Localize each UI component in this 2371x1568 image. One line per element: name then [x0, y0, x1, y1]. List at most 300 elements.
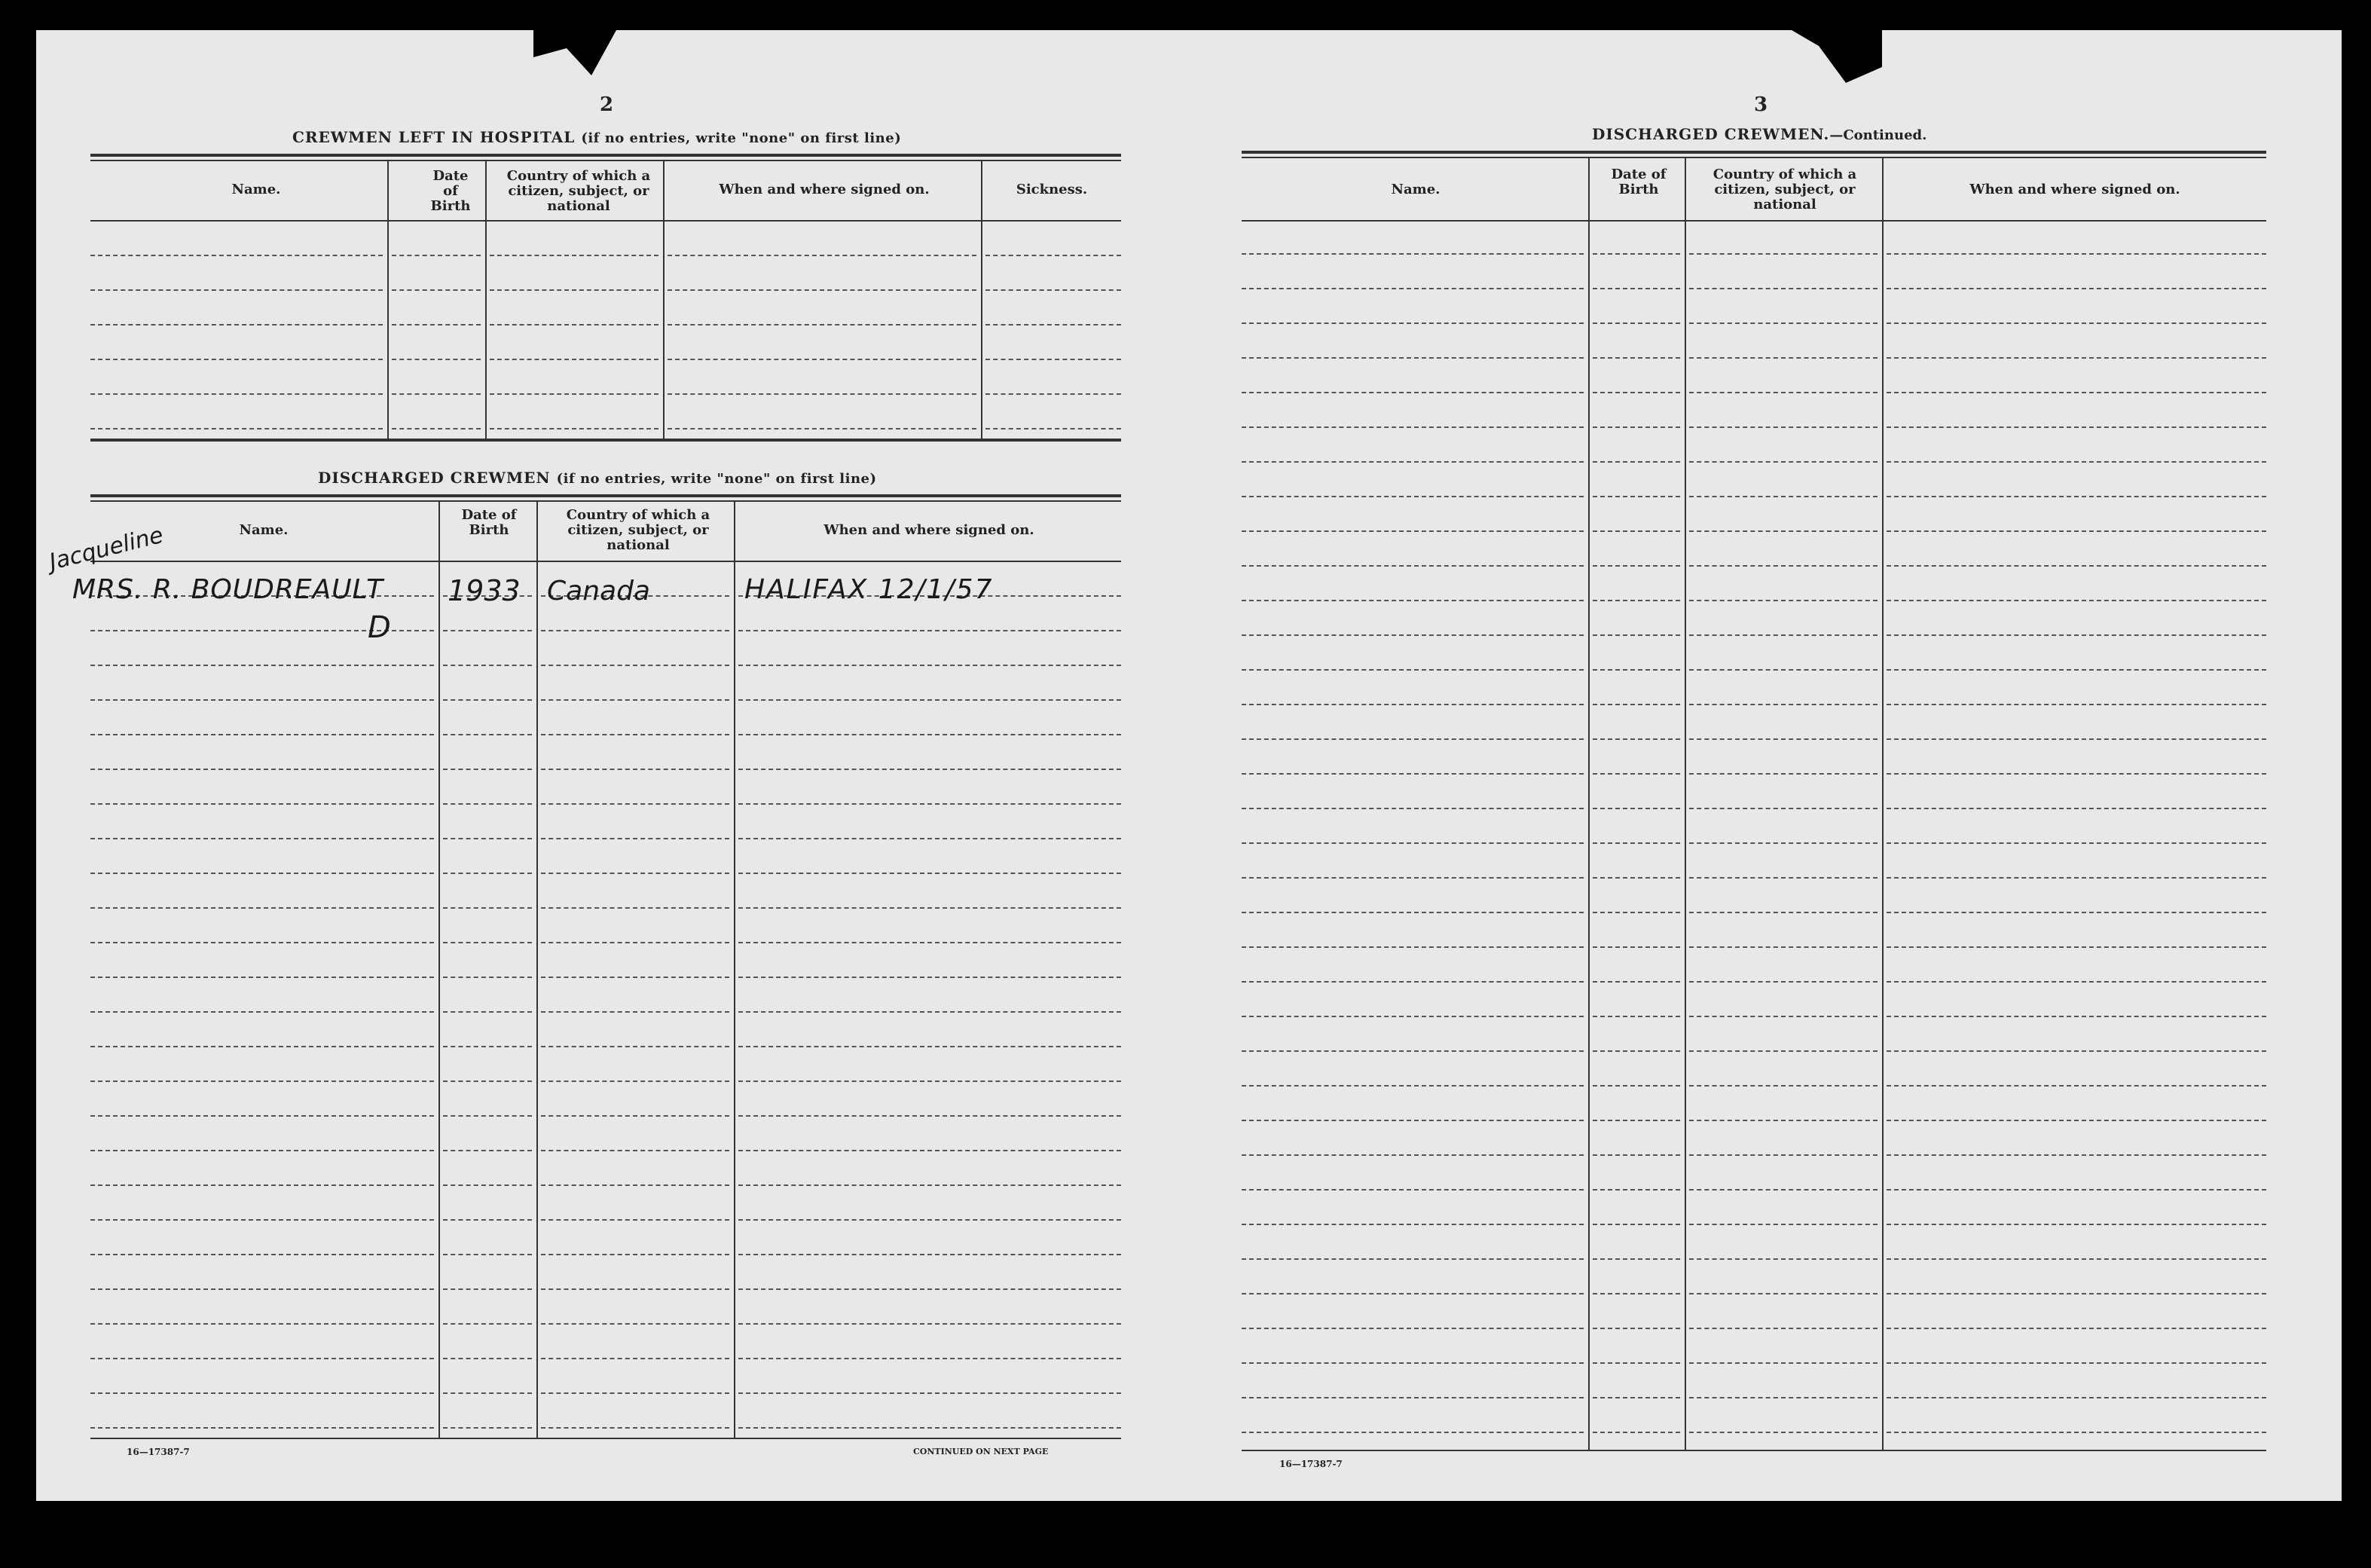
ruled-line	[1887, 392, 2266, 393]
hospital-top-rule	[90, 154, 1121, 157]
ruled-line	[1242, 704, 1584, 705]
ruled-line	[1887, 1362, 2266, 1364]
ruled-line	[1593, 1293, 1680, 1294]
ruled-line	[1887, 912, 2266, 913]
ruled-line	[90, 769, 434, 770]
ruled-line	[90, 734, 434, 735]
right-title-text: DISCHARGED CREWMEN.	[1592, 125, 1830, 143]
ruled-line	[1887, 426, 2266, 428]
ruled-line	[1887, 288, 2266, 289]
ruled-line	[738, 1150, 1121, 1151]
ruled-line	[541, 1358, 729, 1359]
ruled-line	[1593, 1328, 1680, 1329]
ruled-line	[1689, 288, 1878, 289]
hospital-col-signed: When and where signed on.	[719, 182, 930, 197]
ruled-line	[443, 1184, 532, 1186]
ruled-line	[1593, 496, 1680, 497]
discharged-top-rule-2	[90, 500, 1121, 502]
ruled-line	[738, 734, 1121, 735]
ruled-line	[1242, 496, 1584, 497]
ruled-line	[1689, 565, 1878, 567]
ruled-line	[738, 1358, 1121, 1359]
ruled-line	[1689, 912, 1878, 913]
ruled-line	[1689, 738, 1878, 740]
ruled-line	[541, 665, 729, 666]
ruled-line	[738, 630, 1121, 631]
ruled-line	[1887, 1050, 2266, 1052]
ruled-line	[443, 1323, 532, 1325]
ruled-line	[985, 393, 1121, 395]
ruled-line	[1887, 1085, 2266, 1087]
entry-name-prefix: Jacqueline	[47, 521, 167, 576]
ruled-line	[1593, 253, 1680, 255]
ruled-line	[1689, 1293, 1878, 1294]
ruled-line	[541, 1011, 729, 1013]
ruled-line	[738, 1323, 1121, 1325]
ruled-line	[985, 428, 1121, 429]
ruled-line	[90, 873, 434, 874]
ruled-line	[1887, 1397, 2266, 1398]
ruled-line	[1242, 1397, 1584, 1398]
entry-name: MRS. R. BOUDREAULT	[72, 574, 384, 605]
hospital-sep-1	[387, 160, 389, 439]
ruled-line	[738, 1427, 1121, 1429]
ruled-line	[1689, 600, 1878, 601]
ruled-line	[1689, 704, 1878, 705]
ruled-line	[392, 324, 481, 326]
ruled-line	[738, 1184, 1121, 1186]
ruled-line	[1689, 1362, 1878, 1364]
ruled-line	[738, 873, 1121, 874]
ruled-line	[1689, 530, 1878, 532]
discharged-header-rule	[90, 561, 1121, 562]
left-page	[36, 30, 1136, 1501]
hospital-col-sickness: Sickness.	[1016, 182, 1088, 197]
ruled-line	[443, 665, 532, 666]
ruled-line	[90, 699, 434, 701]
ruled-line	[1689, 842, 1878, 844]
ruled-line	[541, 699, 729, 701]
ruled-line	[541, 977, 729, 978]
ruled-line	[1593, 565, 1680, 567]
ruled-line	[1887, 704, 2266, 705]
ruled-line	[90, 1080, 434, 1082]
ruled-line	[90, 1150, 434, 1151]
ruled-line	[1689, 322, 1878, 324]
right-sep-1	[1588, 157, 1590, 1450]
discharged-top-rule	[90, 494, 1121, 497]
ruled-line	[541, 1392, 729, 1394]
left-form-number: 16—17387-7	[127, 1447, 190, 1457]
ruled-line	[1887, 1293, 2266, 1294]
ruled-line	[90, 977, 434, 978]
ruled-line	[90, 1427, 434, 1429]
ruled-line	[392, 289, 481, 291]
ruled-line	[1689, 1189, 1878, 1191]
hospital-bottom-rule	[90, 439, 1121, 442]
discharged-section-title	[318, 469, 877, 487]
right-top-rule-2	[1242, 157, 2266, 158]
ruled-line	[1242, 1258, 1584, 1260]
ruled-line	[1689, 1258, 1878, 1260]
ruled-line	[443, 630, 532, 631]
ruled-line	[541, 630, 729, 631]
ruled-line	[541, 1219, 729, 1221]
hospital-section-title	[292, 128, 901, 146]
right-title-note: —Continued.	[1829, 127, 1927, 143]
ruled-line	[1242, 981, 1584, 983]
ruled-line	[1689, 1224, 1878, 1225]
ruled-line	[1593, 1050, 1680, 1052]
ruled-line	[1242, 842, 1584, 844]
ruled-line	[1242, 738, 1584, 740]
ruled-line	[443, 838, 532, 839]
ruled-line	[738, 1080, 1121, 1082]
ruled-line	[1593, 704, 1680, 705]
ruled-line	[1689, 1328, 1878, 1329]
ruled-line	[541, 803, 729, 805]
ruled-line	[1593, 1224, 1680, 1225]
ruled-line	[1887, 1258, 2266, 1260]
discharged-sep-3	[734, 500, 735, 1438]
ruled-line	[1689, 773, 1878, 775]
ruled-line	[1242, 461, 1584, 463]
ruled-line	[668, 359, 976, 360]
ruled-line	[1887, 877, 2266, 879]
ruled-line	[1593, 322, 1680, 324]
ruled-line	[490, 289, 658, 291]
ruled-line	[90, 393, 383, 395]
ruled-line	[1887, 565, 2266, 567]
ruled-line	[1242, 1432, 1584, 1433]
ruled-line	[1593, 981, 1680, 983]
ruled-line	[541, 942, 729, 943]
ruled-line	[392, 359, 481, 360]
ruled-line	[1689, 1120, 1878, 1121]
ruled-line	[90, 665, 434, 666]
ruled-line	[90, 1046, 434, 1047]
ruled-line	[1242, 426, 1584, 428]
ruled-line	[738, 1011, 1121, 1013]
ruled-line	[490, 428, 658, 429]
ruled-line	[90, 1392, 434, 1394]
ruled-line	[90, 838, 434, 839]
ruled-line	[490, 393, 658, 395]
ruled-line	[1593, 600, 1680, 601]
ruled-line	[90, 428, 383, 429]
ruled-line	[1887, 634, 2266, 636]
ruled-line	[1593, 426, 1680, 428]
ruled-line	[1689, 1397, 1878, 1398]
hospital-sep-2	[485, 160, 487, 439]
ruled-line	[1593, 912, 1680, 913]
ruled-line	[1887, 1189, 2266, 1191]
ruled-line	[1242, 1120, 1584, 1121]
ruled-line	[1689, 1016, 1878, 1017]
ruled-line	[90, 1115, 434, 1117]
ruled-line	[1887, 253, 2266, 255]
hospital-title-note: (if no entries, write "none" on first line)	[581, 130, 902, 146]
ruled-line	[90, 1184, 434, 1186]
ruled-line	[1887, 530, 2266, 532]
discharged-col-country: Country of which a citizen, subject, or national	[566, 507, 710, 553]
ruled-line	[90, 1011, 434, 1013]
ruled-line	[738, 1254, 1121, 1255]
ruled-line	[1242, 669, 1584, 671]
ruled-line	[1242, 600, 1584, 601]
hospital-title-text: CREWMEN LEFT IN HOSPITAL	[292, 128, 576, 146]
ruled-line	[1242, 253, 1584, 255]
ruled-line	[738, 803, 1121, 805]
ruled-line	[1887, 496, 2266, 497]
ruled-line	[1593, 288, 1680, 289]
ruled-line	[490, 324, 658, 326]
ruled-line	[1593, 634, 1680, 636]
ruled-line	[443, 1392, 532, 1394]
ruled-line	[443, 769, 532, 770]
ruled-line	[738, 942, 1121, 943]
ruled-line	[541, 873, 729, 874]
hospital-top-rule-2	[90, 160, 1121, 161]
ruled-line	[1689, 426, 1878, 428]
ruled-line	[1242, 634, 1584, 636]
entry-name-mark: D	[368, 610, 391, 645]
discharged-col-dob: Date of Birth	[461, 507, 517, 538]
ruled-line	[1593, 392, 1680, 393]
ruled-line	[392, 393, 481, 395]
ruled-line	[1689, 1154, 1878, 1156]
ruled-line	[1689, 981, 1878, 983]
ruled-line	[541, 1080, 729, 1082]
ruled-line	[90, 1254, 434, 1255]
ruled-line	[443, 1219, 532, 1221]
ruled-line	[1593, 877, 1680, 879]
discharged-title-note: (if no entries, write "none" on first line)	[556, 471, 877, 487]
ruled-line	[1242, 1016, 1584, 1017]
ruled-line	[1593, 946, 1680, 948]
ruled-line	[90, 289, 383, 291]
ruled-line	[1593, 1397, 1680, 1398]
ruled-line	[1242, 392, 1584, 393]
ruled-line	[738, 1288, 1121, 1290]
ruled-line	[1242, 1224, 1584, 1225]
discharged-col-name: Name.	[239, 522, 289, 538]
ruled-line	[1593, 357, 1680, 359]
ruled-line	[1689, 357, 1878, 359]
ruled-line	[1593, 1258, 1680, 1260]
ruled-line	[443, 873, 532, 874]
ruled-line	[443, 1254, 532, 1255]
ruled-line	[90, 907, 434, 909]
ruled-line	[1593, 1432, 1680, 1433]
ruled-line	[985, 359, 1121, 360]
ruled-line	[1242, 1085, 1584, 1087]
ruled-line	[1242, 322, 1584, 324]
ruled-line	[738, 1115, 1121, 1117]
ruled-line	[1242, 565, 1584, 567]
hospital-header-rule	[90, 220, 1121, 222]
ruled-line	[1242, 1328, 1584, 1329]
ruled-line	[1887, 600, 2266, 601]
discharged-sep-1	[438, 500, 440, 1438]
right-bottom-rule	[1242, 1450, 2266, 1451]
ruled-line	[1593, 808, 1680, 809]
ruled-line	[541, 907, 729, 909]
ruled-line	[490, 359, 658, 360]
ruled-line	[541, 1254, 729, 1255]
ruled-line	[1242, 1293, 1584, 1294]
ruled-line	[1689, 461, 1878, 463]
ruled-line	[90, 324, 383, 326]
hospital-sep-4	[981, 160, 982, 439]
ruled-line	[1593, 1154, 1680, 1156]
right-col-name: Name.	[1391, 182, 1441, 197]
ruled-line	[1689, 392, 1878, 393]
right-top-rule	[1242, 151, 2266, 154]
ruled-line	[392, 255, 481, 256]
ruled-line	[90, 803, 434, 805]
ruled-line	[1887, 1120, 2266, 1121]
ruled-line	[490, 255, 658, 256]
ruled-line	[1689, 946, 1878, 948]
ruled-line	[541, 1427, 729, 1429]
page-number: 3	[1754, 93, 1768, 116]
ruled-line	[1689, 496, 1878, 497]
ruled-line	[1689, 634, 1878, 636]
ruled-line	[1887, 357, 2266, 359]
right-col-signed: When and where signed on.	[1969, 182, 2180, 197]
ruled-line	[1593, 1016, 1680, 1017]
ruled-line	[541, 769, 729, 770]
ruled-line	[1887, 322, 2266, 324]
ruled-line	[443, 1080, 532, 1082]
page-number: 2	[600, 93, 614, 116]
ruled-line	[443, 1011, 532, 1013]
right-header-rule	[1242, 220, 2266, 222]
ruled-line	[1887, 738, 2266, 740]
ruled-line	[1887, 773, 2266, 775]
ruled-line	[90, 1219, 434, 1221]
ruled-line	[1887, 808, 2266, 809]
ruled-line	[443, 942, 532, 943]
ruled-line	[1689, 253, 1878, 255]
ruled-line	[1242, 1189, 1584, 1191]
ruled-line	[1887, 1224, 2266, 1225]
right-sep-3	[1882, 157, 1884, 1450]
ruled-line	[668, 289, 976, 291]
ruled-line	[1593, 1120, 1680, 1121]
ruled-line	[541, 1046, 729, 1047]
ruled-line	[90, 359, 383, 360]
ruled-line	[1887, 842, 2266, 844]
ruled-line	[1242, 357, 1584, 359]
ruled-line	[1887, 981, 2266, 983]
ruled-line	[1242, 877, 1584, 879]
entry-signed-on: HALIFAX 12/1/57	[744, 574, 994, 605]
discharged-col-signed: When and where signed on.	[823, 522, 1034, 538]
discharged-bottom-rule	[90, 1438, 1121, 1439]
ruled-line	[443, 803, 532, 805]
ruled-line	[90, 1358, 434, 1359]
ruled-line	[1593, 669, 1680, 671]
ruled-line	[985, 255, 1121, 256]
ruled-line	[541, 734, 729, 735]
entry-date-of-birth: 1933	[448, 574, 521, 607]
ruled-line	[738, 769, 1121, 770]
discharged-title-text: DISCHARGED CREWMEN	[318, 469, 551, 487]
right-col-dob: Date of Birth	[1611, 167, 1667, 197]
entry-country: Canada	[547, 576, 650, 607]
ruled-line	[541, 1115, 729, 1117]
ruled-line	[738, 838, 1121, 839]
right-col-country: Country of which a citizen, subject, or national	[1713, 167, 1857, 212]
ruled-line	[1242, 530, 1584, 532]
ruled-line	[1689, 877, 1878, 879]
ruled-line	[1242, 808, 1584, 809]
right-sep-2	[1685, 157, 1686, 1450]
ruled-line	[1887, 1016, 2266, 1017]
ruled-line	[1689, 808, 1878, 809]
ruled-line	[443, 907, 532, 909]
ruled-line	[668, 393, 976, 395]
ruled-line	[541, 1323, 729, 1325]
ruled-line	[985, 324, 1121, 326]
ruled-line	[90, 1323, 434, 1325]
ruled-line	[1593, 1362, 1680, 1364]
hospital-col-name: Name.	[231, 182, 281, 197]
ruled-line	[738, 1046, 1121, 1047]
right-form-number: 16—17387-7	[1279, 1459, 1343, 1469]
ruled-line	[443, 1358, 532, 1359]
ruled-line	[541, 1288, 729, 1290]
ruled-line	[443, 1288, 532, 1290]
ruled-line	[541, 1150, 729, 1151]
ruled-line	[1593, 461, 1680, 463]
ruled-line	[1593, 530, 1680, 532]
ruled-line	[1242, 1050, 1584, 1052]
ruled-line	[738, 1219, 1121, 1221]
ruled-line	[1242, 1154, 1584, 1156]
ruled-line	[738, 699, 1121, 701]
ruled-line	[443, 1150, 532, 1151]
ruled-line	[1887, 946, 2266, 948]
ruled-line	[1593, 738, 1680, 740]
ruled-line	[443, 699, 532, 701]
ruled-line	[1242, 773, 1584, 775]
ruled-line	[1689, 1085, 1878, 1087]
discharged-sep-2	[536, 500, 538, 1438]
ruled-line	[1887, 1154, 2266, 1156]
ruled-line	[541, 838, 729, 839]
ruled-line	[443, 1046, 532, 1047]
ruled-line	[443, 977, 532, 978]
ruled-line	[1689, 1432, 1878, 1433]
ruled-line	[668, 324, 976, 326]
ruled-line	[443, 734, 532, 735]
right-page	[1242, 30, 2342, 1501]
ruled-line	[443, 1427, 532, 1429]
ruled-line	[985, 289, 1121, 291]
ruled-line	[1887, 1432, 2266, 1433]
ruled-line	[738, 665, 1121, 666]
ruled-line	[1593, 842, 1680, 844]
ruled-line	[1689, 669, 1878, 671]
ruled-line	[1593, 1085, 1680, 1087]
ruled-line	[90, 1288, 434, 1290]
hospital-sep-3	[663, 160, 665, 439]
continued-note: CONTINUED ON NEXT PAGE	[913, 1447, 1049, 1456]
ruled-line	[1887, 461, 2266, 463]
